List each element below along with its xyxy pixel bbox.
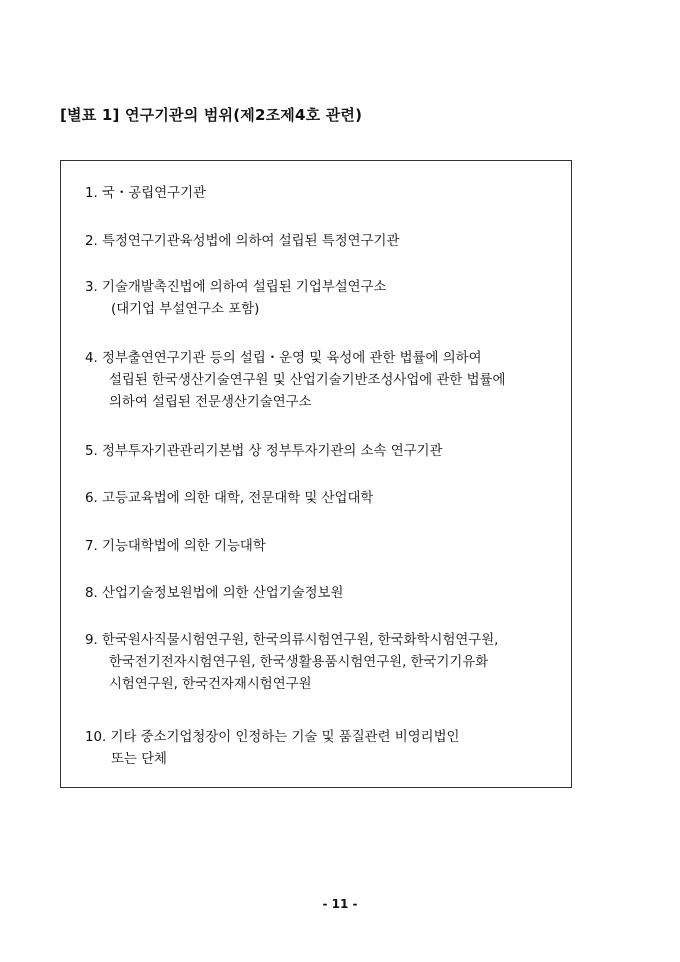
item-10-line-1: 10. 기타 중소기업청장이 인정하는 기술 및 품질관련 비영리법인 [85,730,460,745]
list-item-3 [85,277,559,321]
item-3-line-1: 3. 기술개발촉진법에 의하여 설립된 기업부설연구소 [85,280,387,295]
item-4-line-1: 4. 정부출연연구기관 등의 설립・운영 및 육성에 관한 법률에 의하여 [85,351,482,366]
item-4-line-3: 의하여 설립된 전문생산기술연구소 [109,395,312,410]
list-item-9 [85,630,559,696]
item-4-line-2: 설립된 한국생산기술연구원 및 산업기술기반조성사업에 관한 법률에 [109,373,506,388]
item-9-line-3: 시험연구원, 한국건자재시험연구원 [109,677,312,692]
page-title: [별표 1] 연구기관의 범위(제2조제4호 관련) [60,106,363,124]
item-9-line-1: 9. 한국원사직물시험연구원, 한국의류시험연구원, 한국화학시험연구원, [85,633,499,648]
list-item-4 [85,348,559,414]
list-item-8 [85,583,559,605]
list-item-1 [85,183,559,205]
list-item-2 [85,231,559,253]
item-9-line-2: 한국전기전자시험연구원, 한국생활용품시험연구원, 한국기기유화 [109,655,489,670]
item-7-line-1: 7. 기능대학법에 의한 기능대학 [85,539,266,554]
list-item-5 [85,441,559,463]
item-3-line-2: (대기업 부설연구소 포함) [111,302,260,317]
list-item-10 [85,727,559,771]
list-item-6 [85,488,559,510]
content-box [60,160,572,788]
list-item-7 [85,536,559,558]
item-2-line-1: 2. 특정연구기관육성법에 의하여 설립된 특정연구기관 [85,234,400,249]
item-5-line-1: 5. 정부투자기관관리기본법 상 정부투자기관의 소속 연구기관 [85,444,443,459]
page-number: - 11 - [322,897,358,911]
item-1-line-1: 1. 국・공립연구기관 [85,186,206,201]
item-6-line-1: 6. 고등교육법에 의한 대학, 전문대학 및 산업대학 [85,491,374,506]
item-8-line-1: 8. 산업기술정보원법에 의한 산업기술정보원 [85,586,344,601]
item-10-line-2: 또는 단체 [111,752,167,767]
